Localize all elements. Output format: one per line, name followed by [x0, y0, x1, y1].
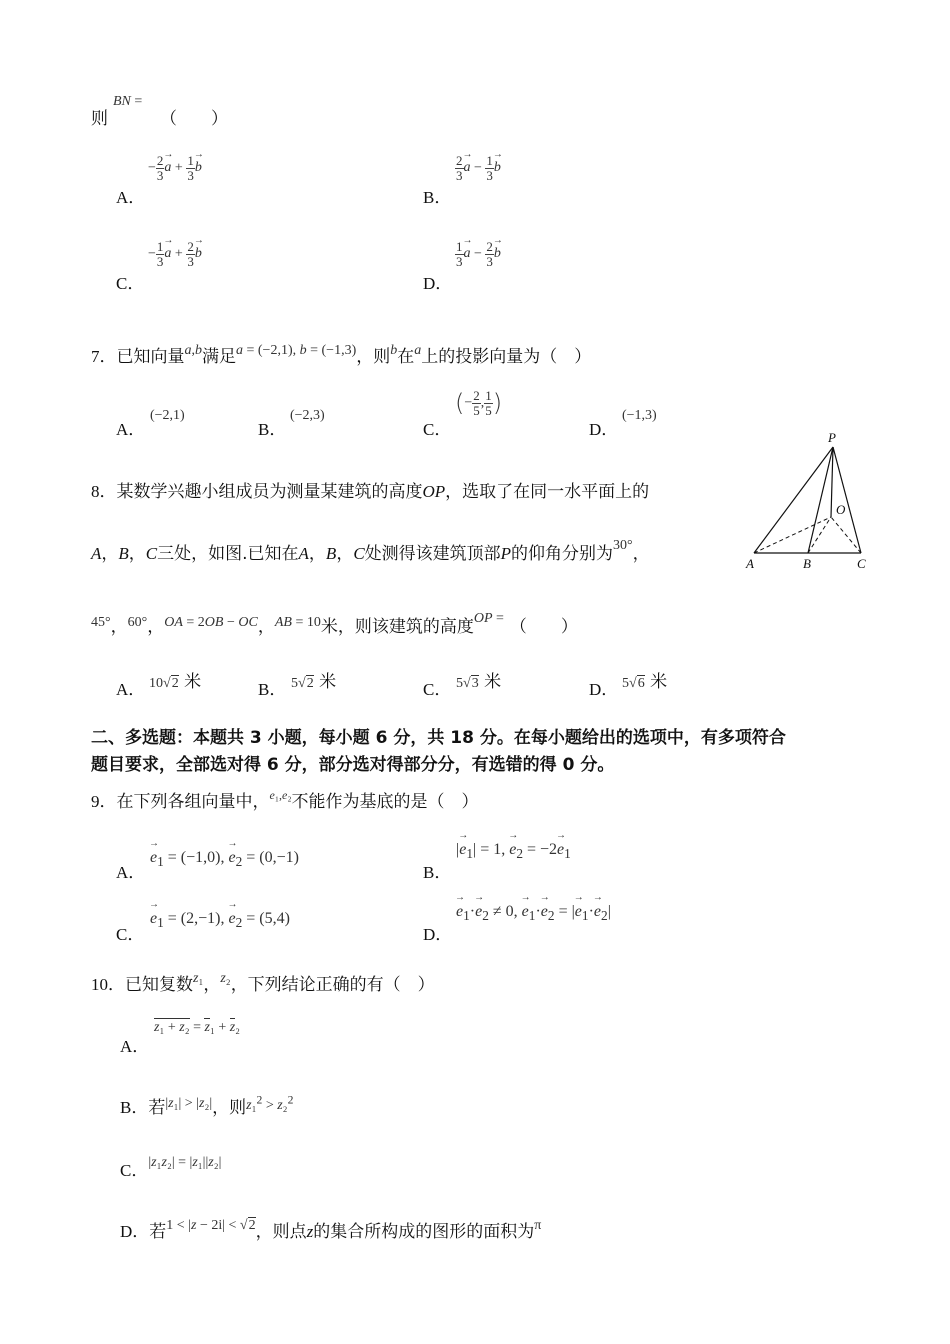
q10-stem: 10．已知复数$^{z_1}$，$^{z_2}$，下列结论正确的有（ ） — [91, 971, 435, 995]
section2-header-line1: 二、多选题：本题共 3 小题，每小题 6 分，共 18 分。在每小题给出的选项中，有多项符合 — [91, 728, 786, 748]
q7-option-b-expr: (−2,3) — [290, 408, 325, 423]
q6-option-c-label: C． — [116, 274, 145, 293]
label-b: B — [803, 556, 811, 571]
q6-option-a-label: A． — [116, 188, 146, 207]
q7-option-d-expr: (−1,3) — [622, 408, 657, 423]
q10-option-d: D．若$^{1 < |z - 2i| < √2}$，则点z的集合所构成的图形的面积为$^\pi$ — [120, 1218, 542, 1242]
q7-option-a-label: A． — [116, 420, 146, 439]
edge-po — [831, 447, 833, 517]
q6-option-c-expr: − $\frac{1}{3}$ → a + $\frac{2}{3}$ → b — [148, 240, 202, 268]
q9-option-d-label: D． — [423, 925, 453, 944]
q10-option-b: B．若$^{|z_1| > |z_2|}$，则$^{z_1^2 > z_2^2}$ — [120, 1093, 294, 1118]
q8-option-d-expr: 5√6 米 — [622, 672, 668, 692]
q8-option-b-expr: 5√2 米 — [291, 672, 337, 692]
label-p: P — [828, 430, 836, 445]
q6-option-a-expr: − $\frac{2}{3}$ → a + $\frac{1}{3}$ → b — [148, 154, 202, 182]
q7-option-c-label: C． — [423, 420, 452, 439]
q6-option-b-expr: $\frac{2}{3}$ → a − $\frac{1}{3}$ → b — [455, 154, 501, 182]
q6-bn-expr: BN = — [113, 94, 143, 109]
q6-option-d-expr: $\frac{1}{3}$ → a − $\frac{2}{3}$ → b — [455, 240, 501, 268]
q7-stem: 7．已知向量$^{a,b}$满足$^{a = (-2,1), b = (-1,3)}$，则$^b$在$^a$上的投影向量为（ ） — [91, 343, 592, 367]
q9-option-b-label: B． — [423, 863, 452, 882]
q9-option-c-label: C． — [116, 925, 145, 944]
q6-prefix: 则 — [91, 109, 108, 129]
label-a: A — [746, 556, 754, 571]
q8-stem-line3: $^{45^\circ}$，$^{60^\circ}$，$^{OA = 2OB - OC}$，$^{AB = 10}$米，则该建筑的高度$^{OP =}$ （ ） — [91, 611, 578, 637]
q9-option-c-expr: → $e_1 = (2,-1)$, → $e_2 = (5,4)$ — [150, 910, 290, 931]
q10-option-a-label: A． — [120, 1037, 150, 1056]
q8-option-a-label: A． — [116, 680, 146, 699]
q6-option-d-label: D． — [423, 274, 453, 293]
q10-option-a-expr: z₁ + z₂ = z₁ + z₂ — [154, 1020, 241, 1035]
q9-option-a-label: A． — [116, 863, 146, 882]
q9-option-a-expr: → $e_1 = (-1,0)$, → $e_2 = (0,-1)$ — [150, 849, 299, 870]
label-o: O — [836, 502, 846, 517]
q7-option-d-label: D． — [589, 420, 619, 439]
q9-option-d-expr: → $e_1\cdot\to e_2 \ne 0$, → $e_1\cdot\to e_2$ = |→ $e_1\cdot\to e_2|$ — [456, 903, 611, 924]
q9-stem: 9．在下列各组向量中，$^{e_1,e_2}$不能作为基底的是（ ） — [91, 788, 479, 812]
q8-option-a-expr: 10√2 米 — [149, 672, 202, 692]
q6-option-b-label: B． — [423, 188, 452, 207]
edge-pa — [754, 447, 833, 553]
section2-header-line2: 题目要求，全部选对得 6 分，部分选对得部分分，有选错的得 0 分。 — [91, 755, 615, 775]
q7-option-b-label: B． — [258, 420, 287, 439]
q10-option-c: C．$^{|z_1z_2| = |z_1||z_2|}$ — [120, 1155, 222, 1180]
q8-stem-line1: 8．某数学兴趣小组成员为测量某建筑的高度OP，选取了在同一水平面上的 — [91, 482, 650, 502]
q8-option-c-expr: 5√3 米 — [456, 672, 502, 692]
q7-option-c-expr: (− $\frac{2}{5}$ , $\frac{1}{5}$ ) — [455, 388, 503, 418]
q7-option-a-expr: (−2,1) — [150, 408, 185, 423]
edge-pc — [833, 447, 861, 553]
q8-option-c-label: C． — [423, 680, 452, 699]
q8-stem-line2: A，B，C三处，如图.已知在A，B，C处测得该建筑顶部P的仰角分别为$^{30^\circ}$， — [91, 538, 650, 564]
q9-option-b-expr: |→ $e_1| = 1$, → $e_2 = -2\to e_1$ — [456, 841, 571, 862]
q8-option-b-label: B． — [258, 680, 287, 699]
q8-option-d-label: D． — [589, 680, 619, 699]
label-c: C — [857, 556, 866, 571]
q6-paren: （ ） — [160, 109, 228, 129]
q8-figure — [740, 428, 880, 578]
